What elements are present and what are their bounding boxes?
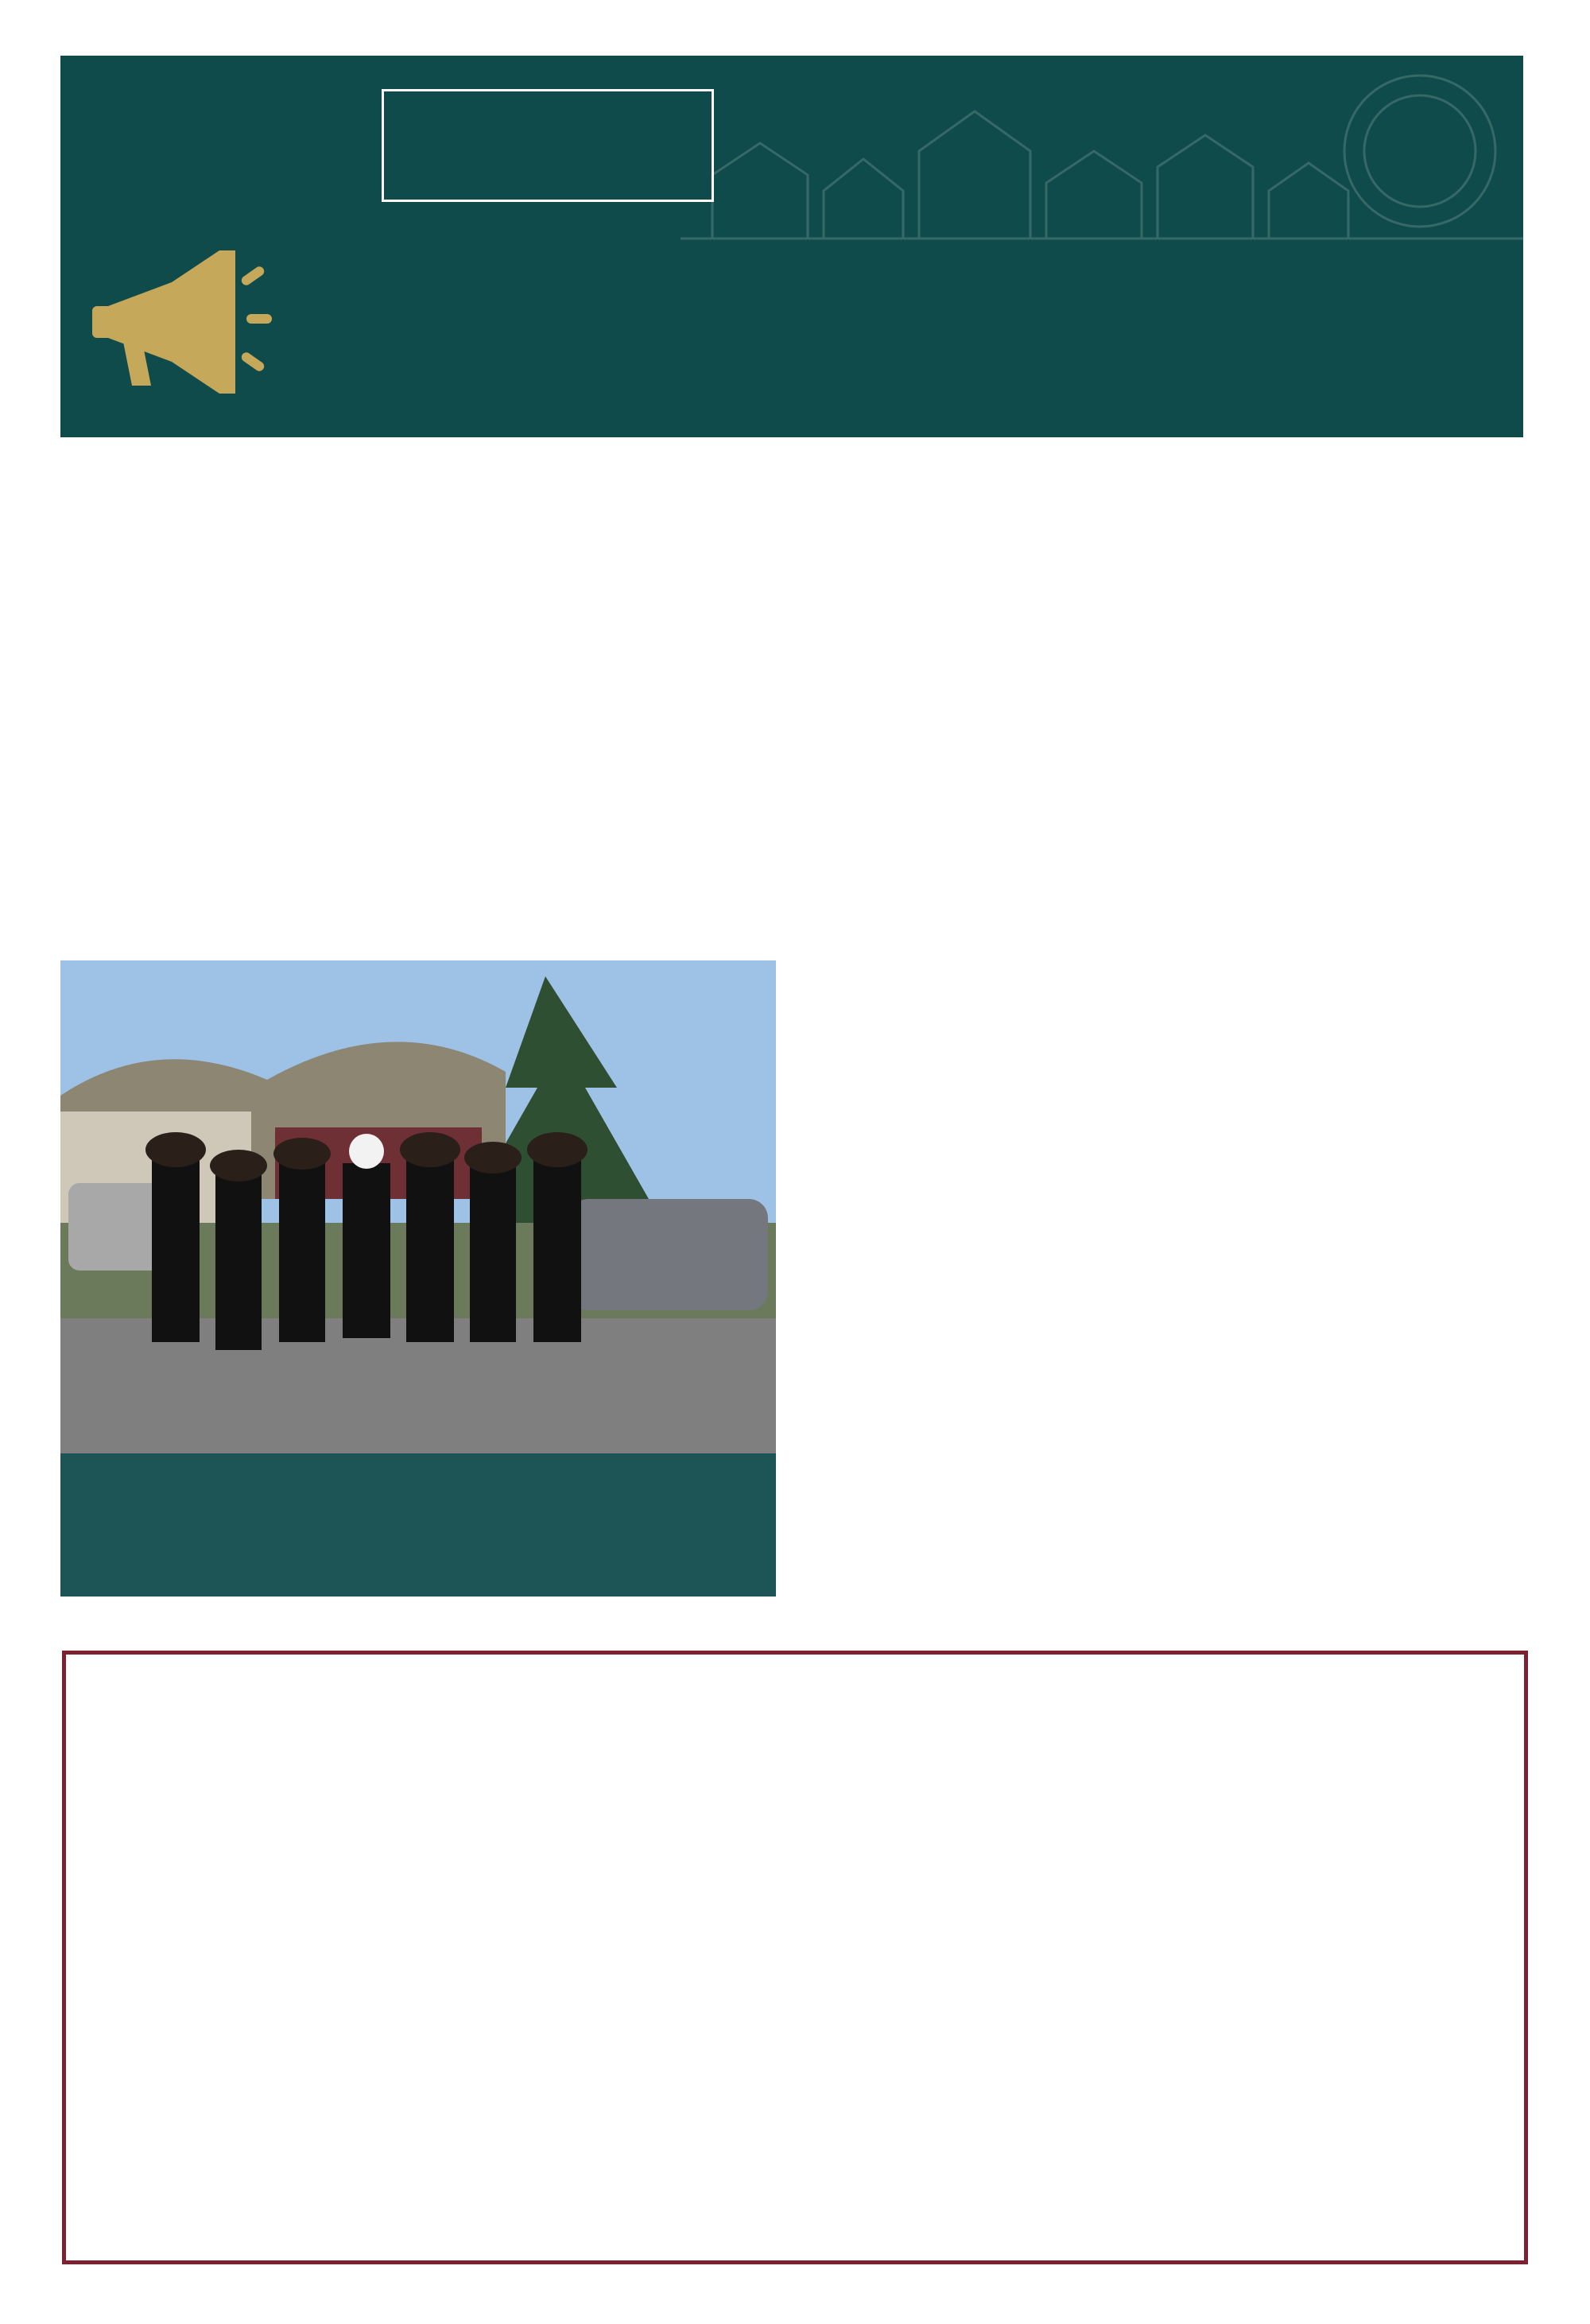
photo-caption [60,1453,776,1597]
masthead-title [299,203,1507,409]
article-body [811,962,1526,984]
masthead [60,56,1523,437]
masthead-tagline [60,409,1523,437]
edition-box [382,89,714,202]
announcement-box [62,1651,1528,2264]
megaphone-icon [84,227,275,409]
group-photo [60,960,776,1453]
